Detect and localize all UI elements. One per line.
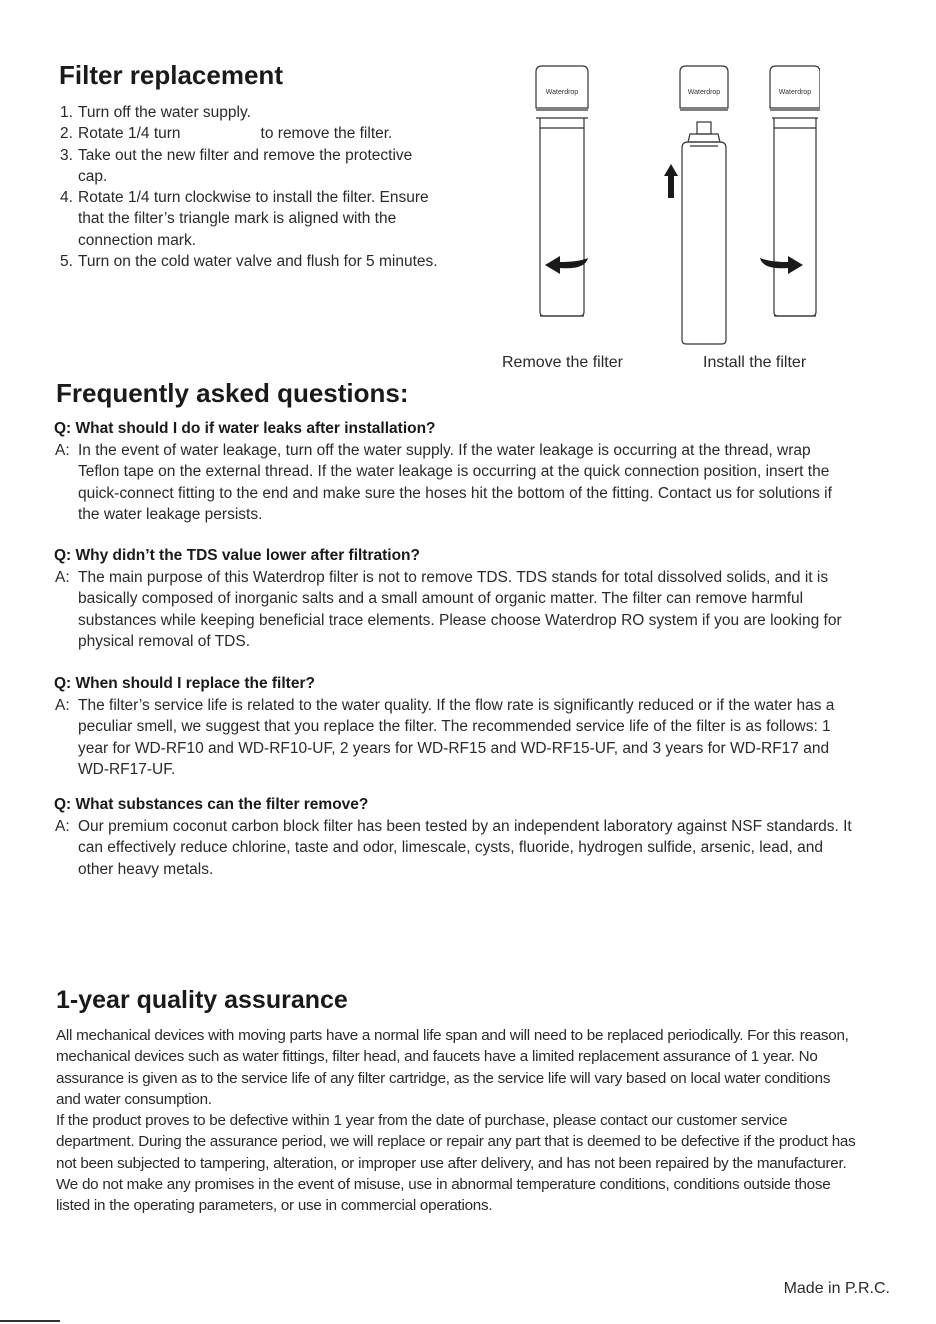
faq-question: Q: Why didn’t the TDS value lower after filtration? [54, 547, 420, 564]
footer-divider [0, 1320, 60, 1322]
step-item: 5. Turn on the cold water valve and flush for 5 minutes. [60, 253, 438, 271]
step-item: 4. Rotate 1/4 turn clockwise to install the filter. Ensure that the filter’s triangle mark is aligned with the connection mark. [60, 189, 429, 249]
faq-answer: A: The main purpose of this Waterdrop filter is not to remove TDS. TDS stands for total dissolved solids, and it is basically composed of inorganic salts and a small amount of organic matter. The filter can remove harmful substances while keeping beneficial trace elements. Please choose Waterdrop RO system if you are looking for physical removal of TDS. [55, 568, 842, 650]
assurance-paragraph: We do not make any promises in the event of misuse, use in abnormal temperature conditions, conditions outside those listed in the operating parameters, or use in commercial operations. [56, 1176, 831, 1215]
step-item: 3. Take out the new filter and remove the protective cap. [60, 146, 413, 185]
faq-question: Q: What substances can the filter remove? [54, 796, 369, 813]
faq-answer: A: In the event of water leakage, turn off the water supply. If the water leakage is occurring at the thread, wrap Teflon tape on the external thread. If the water leakage is occurring at the quick connection position, insert the quick-connect fitting to the end and make sure the hoses hit the bottom of the fitting. Contact us for solutions if the water leakage persists. [55, 441, 832, 523]
section-title-quality-assurance: 1-year quality assurance [56, 986, 348, 1014]
step-item: 1. Turn off the water supply. [60, 104, 251, 121]
step-item: 2. Rotate 1/4 turn to remove the filter. [60, 125, 393, 143]
faq-item [54, 545, 854, 653]
rotate-clockwise-arrow-icon [760, 256, 803, 274]
assurance-paragraph: If the product proves to be defective within 1 year from the date of purchase, please contact our customer service department. During the assurance period, we will replace or repair any part that is deemed to be defective if the product has not been subjected to tampering, alteration, or improper use after delivery, and has not been repaired by the manufacturer. [56, 1112, 856, 1172]
faq-answer: A: Our premium coconut carbon block filter has been tested by an independent laboratory against NSF standards. It can effectively reduce chlorine, taste and odor, limescale, cysts, fluoride, hydrogen sulfide, arsenic, lead, and other heavy metals. [55, 817, 852, 878]
filter-removal-drawing [536, 66, 588, 316]
rotate-counterclockwise-arrow-icon [545, 256, 588, 274]
assurance-paragraph: All mechanical devices with moving parts have a normal life span and will need to be replaced periodically. For this reason, mechanical devices such as water fittings, filter head, and faucets have a limited replacement assurance of 1 year. No assurance is given as to the service life of any filter cartridge, as the service life will vary based on local water conditions and water consumption. [56, 1027, 849, 1108]
up-arrow-icon [664, 164, 678, 198]
brand-label: Waterdrop [545, 89, 579, 96]
replacement-steps-list [58, 102, 438, 272]
made-in-label: Made in P.R.C. [783, 1280, 890, 1297]
faq-question: Q: When should I replace the filter? [54, 675, 315, 692]
brand-label: Waterdrop [687, 89, 721, 96]
section-title-faq: Frequently asked questions: [56, 378, 409, 408]
faq-item [54, 673, 854, 781]
brand-label: Waterdrop [778, 89, 812, 96]
quality-assurance-text [56, 1025, 856, 1217]
caption-install-filter: Install the filter [703, 354, 807, 371]
filter-install-drawing [770, 66, 820, 316]
section-title-filter-replacement: Filter replacement [59, 60, 283, 90]
faq-question: Q: What should I do if water leaks after installation? [54, 420, 436, 437]
faq-answer: A: The filter’s service life is related to the water quality. If the flow rate is significantly reduced or if the water has a peculiar smell, we suggest that you replace the filter. The recommended service life of the filter is as follows: 1 year for WD-RF10 and WD-RF10-UF, 2 years for WD-RF15 and WD-RF15-UF, and 3 years for WD-RF17 and WD-RF17-UF. [55, 696, 835, 778]
faq-item [54, 418, 854, 526]
faq-item [54, 794, 854, 880]
caption-remove-filter: Remove the filter [502, 354, 623, 371]
filter-new-drawing [680, 66, 728, 344]
filter-replacement-illustration [520, 60, 820, 360]
